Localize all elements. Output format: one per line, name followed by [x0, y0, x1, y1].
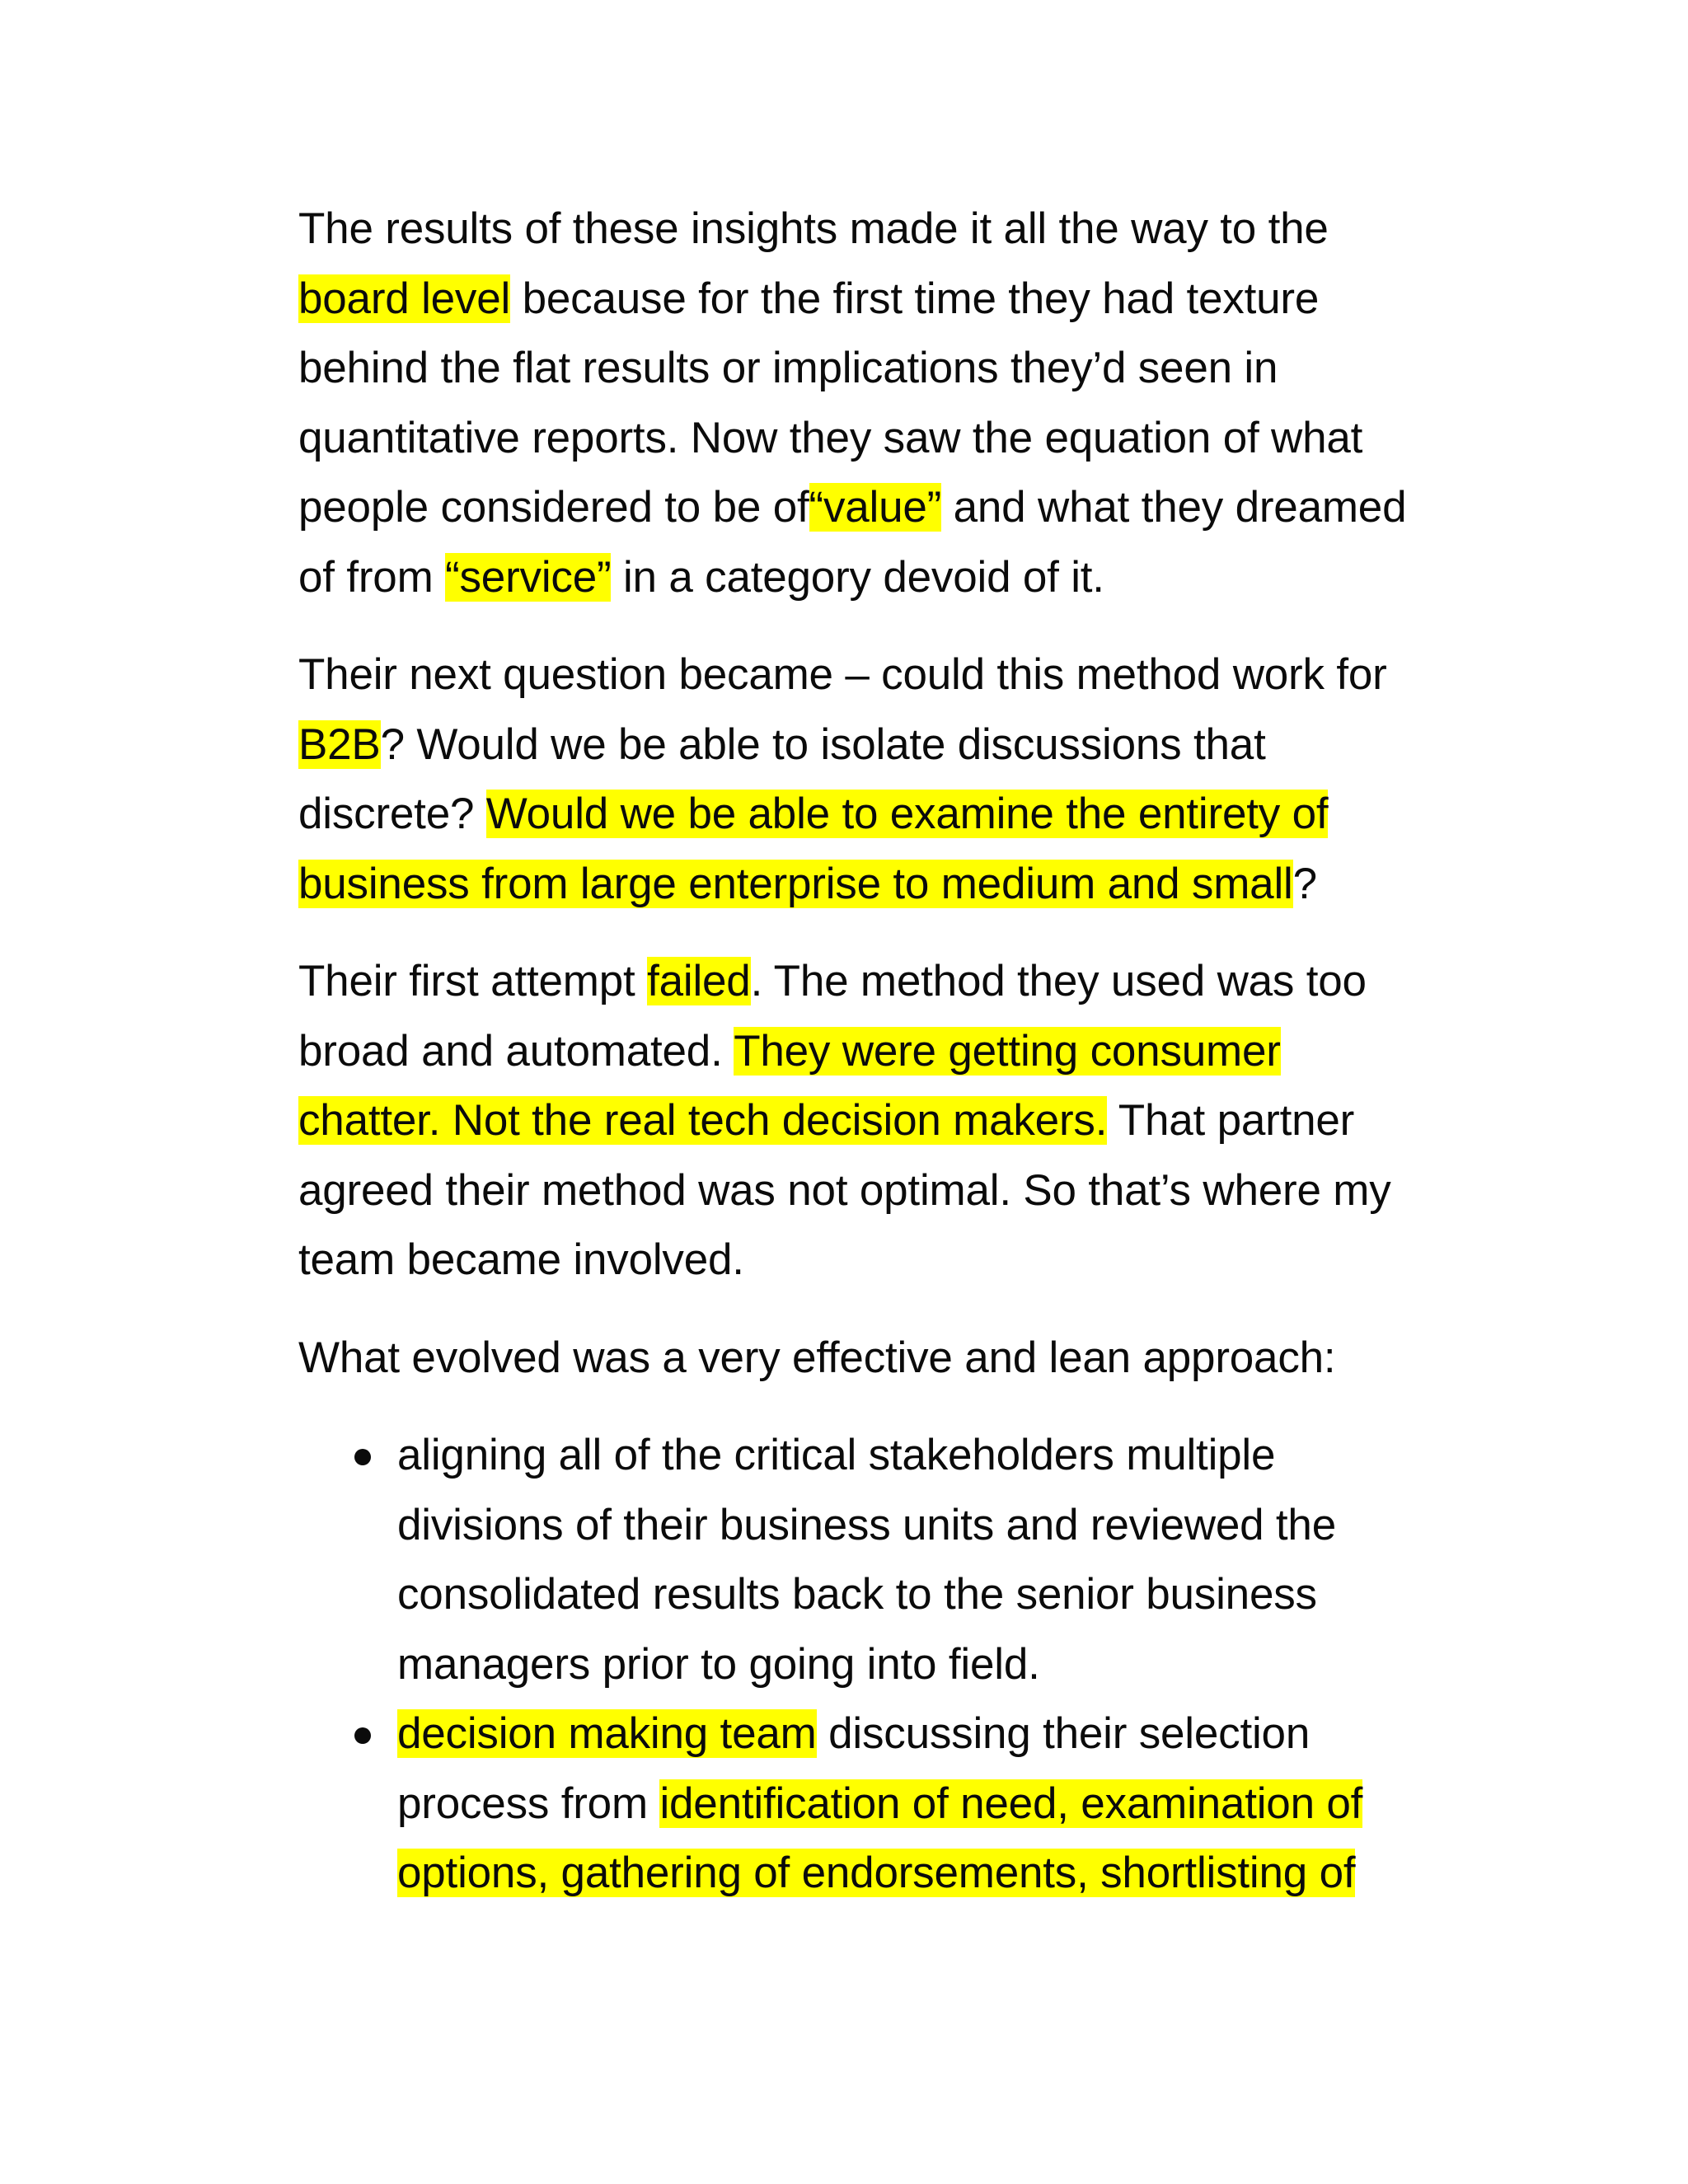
text-run: divisions of their business units and reviewed the	[397, 1500, 1336, 1549]
text-run: discussing their selection	[816, 1709, 1311, 1758]
highlighted-text: “value”	[809, 483, 942, 532]
text-line	[298, 1324, 1502, 1394]
text-run: The results of these insights made it all the way to the	[298, 204, 1329, 253]
bullet-dot-icon	[354, 1727, 371, 1744]
text-line	[298, 404, 1502, 474]
text-run: ?	[1292, 859, 1317, 908]
highlighted-text: chatter. Not the real tech decision makers.	[298, 1096, 1108, 1145]
text-run: consolidated results back to the senior business	[397, 1570, 1317, 1619]
text-run: Their next question became – could this method work for	[298, 650, 1387, 699]
highlighted-text: decision making team	[397, 1709, 817, 1758]
text-line	[397, 1699, 1502, 1769]
text-run: discrete?	[298, 790, 486, 838]
bullet-item	[298, 1421, 1502, 1699]
document-body	[298, 194, 1502, 1909]
text-line	[298, 543, 1502, 613]
text-line	[298, 780, 1502, 850]
text-line	[298, 850, 1502, 920]
text-line	[298, 1156, 1502, 1226]
paragraph	[298, 640, 1502, 919]
text-run: managers prior to going into field.	[397, 1639, 1040, 1689]
paragraph-list	[298, 194, 1502, 1393]
text-run: What evolved was a very effective and lean approach:	[298, 1333, 1336, 1382]
highlighted-text: identification of need, examination of	[659, 1779, 1363, 1828]
text-run: and what they dreamed	[941, 483, 1407, 532]
text-line	[397, 1421, 1502, 1491]
text-line	[298, 194, 1502, 265]
highlighted-text: business from large enterprise to medium and small	[298, 859, 1293, 908]
text-line	[298, 710, 1502, 780]
text-run: behind the flat results or implications they’d seen in	[298, 344, 1278, 392]
highlighted-text: board level	[298, 274, 511, 323]
text-line	[298, 640, 1502, 710]
text-run: . The method they used was too	[750, 957, 1367, 1005]
text-line	[397, 1839, 1502, 1909]
text-run: quantitative reports. Now they saw the equation of what	[298, 413, 1363, 462]
text-run: of from	[298, 552, 446, 602]
highlighted-text: B2B	[298, 719, 381, 769]
text-line	[298, 1086, 1502, 1156]
text-line	[298, 334, 1502, 404]
text-run: team became involved.	[298, 1235, 744, 1284]
text-run: broad and automated.	[298, 1026, 734, 1076]
text-run: Their first attempt	[298, 957, 648, 1005]
text-line	[298, 1017, 1502, 1087]
text-line	[298, 1226, 1502, 1296]
highlighted-text: options, gathering of endorsements, shortlisting of	[397, 1849, 1356, 1897]
text-run: ? Would we be able to isolate discussions that	[380, 719, 1266, 769]
paragraph	[298, 194, 1502, 612]
text-line	[397, 1560, 1502, 1630]
text-line	[298, 473, 1502, 543]
bullet-dot-icon	[354, 1449, 371, 1465]
text-line	[298, 947, 1502, 1017]
text-run: process from	[397, 1779, 660, 1828]
text-line	[298, 265, 1502, 335]
paragraph	[298, 1324, 1502, 1394]
bullet-list	[298, 1421, 1502, 1909]
highlighted-text: “service”	[445, 552, 612, 602]
text-run: agreed their method was not optimal. So that’s where my	[298, 1165, 1391, 1215]
text-run: because for the first time they had texture	[510, 274, 1320, 323]
highlighted-text: Would we be able to examine the entirety of	[485, 790, 1329, 838]
paragraph	[298, 947, 1502, 1296]
text-line	[397, 1769, 1502, 1840]
text-line	[397, 1630, 1502, 1700]
text-run: people considered to be of	[298, 483, 809, 532]
text-line	[397, 1491, 1502, 1561]
highlighted-text: They were getting consumer	[734, 1026, 1281, 1076]
highlighted-text: failed	[647, 957, 751, 1005]
bullet-item	[298, 1699, 1502, 1909]
text-run: That partner	[1107, 1096, 1355, 1145]
text-run: in a category devoid of it.	[611, 552, 1104, 602]
text-run: aligning all of the critical stakeholders multiple	[397, 1431, 1276, 1479]
